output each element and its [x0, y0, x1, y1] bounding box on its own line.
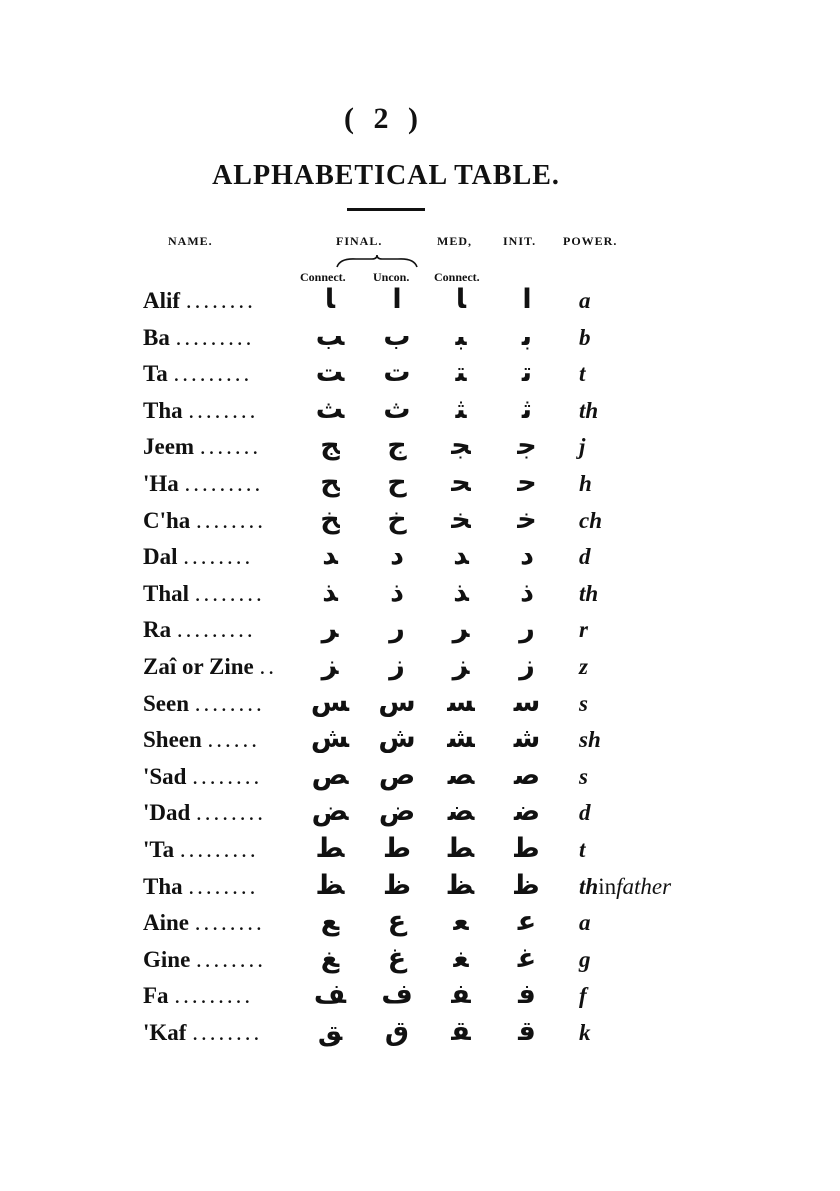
medial-form: ﺒ [455, 320, 467, 352]
power-value: sh [579, 727, 601, 753]
leader-dots: ......... [175, 324, 255, 350]
medial-form: ﺘ [455, 357, 467, 389]
letter-name [143, 469, 305, 499]
letter-power [579, 652, 588, 682]
final-connected-form: ﺾ [311, 796, 349, 828]
power-value: b [579, 324, 591, 350]
letter-name-text: Tha [143, 873, 183, 899]
letter-name-text: 'Kaf [143, 1020, 187, 1045]
leader-dots: ........ [183, 544, 254, 570]
letter-name-text: Gine [143, 946, 191, 972]
letter-name-text: 'Ha [143, 471, 179, 496]
header-med: MED, [437, 234, 472, 248]
table-row [0, 686, 840, 725]
medial-form: ﺠ [451, 430, 471, 462]
final-unconnected-form: ر [389, 613, 405, 645]
header-name: NAME. [168, 234, 213, 248]
power-value: th [579, 580, 599, 606]
letter-name [143, 615, 305, 645]
initial-form: ﻓ [518, 979, 536, 1011]
medial-form: ﺨ [451, 503, 471, 535]
leader-dots: ........ [196, 946, 267, 972]
letter-name-text: Jeem [143, 434, 195, 460]
power-example-word: father [616, 873, 672, 899]
letter-name-text: C'ha [143, 507, 191, 533]
power-value: g [579, 946, 591, 972]
medial-form: ﻄ [447, 833, 475, 864]
final-unconnected-form: خ [387, 503, 407, 535]
initial-form: ﺑ [521, 320, 533, 352]
table-row [0, 469, 840, 505]
final-connected-form: ﻂ [315, 833, 345, 864]
letter-name-text: Fa [143, 983, 169, 1009]
initial-form: ﻏ [517, 942, 537, 974]
letter-power [579, 981, 587, 1011]
final-unconnected-form: ظ [382, 869, 412, 901]
final-connected-form: ﻆ [315, 869, 345, 901]
subheader-final-connect: Connect. [300, 270, 346, 284]
final-unconnected-form: ج [387, 430, 407, 462]
letter-power [579, 1018, 591, 1048]
title-rule [347, 208, 425, 211]
letter-name-text: Tha [143, 397, 183, 423]
letter-name [143, 835, 305, 865]
leader-dots: ........ [196, 800, 267, 826]
power-value: th [579, 873, 599, 899]
letter-name [143, 432, 305, 462]
final-unconnected-form: ز [389, 650, 405, 681]
final-connected-form: ﺪ [322, 540, 338, 572]
letter-power [579, 579, 598, 609]
leader-dots: ........ [192, 1020, 263, 1045]
initial-form: ﺳ [513, 686, 541, 718]
table-row [0, 725, 840, 761]
power-value: a [579, 288, 591, 313]
final-brace [336, 254, 418, 268]
power-value: r [579, 617, 588, 643]
letter-power [579, 469, 592, 499]
final-connected-form: ﺐ [315, 320, 345, 352]
letter-name-text: Ra [143, 617, 172, 643]
leader-dots: ........ [188, 397, 259, 423]
final-unconnected-form: ب [383, 320, 411, 352]
final-connected-form: ﺞ [320, 430, 340, 462]
power-value: t [579, 837, 586, 862]
letter-power [579, 323, 591, 353]
letter-name [143, 725, 305, 755]
final-unconnected-form: ع [387, 906, 407, 938]
initial-form: ﻇ [514, 869, 540, 901]
power-value: h [579, 471, 592, 496]
letter-power [579, 798, 591, 828]
final-unconnected-form: ح [387, 467, 407, 498]
leader-dots: ...... [207, 727, 261, 753]
letter-power [579, 945, 591, 975]
letter-name [143, 762, 305, 792]
letter-name-text: Ta [143, 361, 168, 387]
initial-form: ﺿ [513, 796, 541, 828]
table-row [0, 1018, 840, 1054]
letter-name [143, 579, 305, 609]
letter-name [143, 872, 305, 902]
header-final: FINAL. [336, 234, 383, 248]
letter-power [579, 396, 598, 426]
final-unconnected-form: ث [383, 393, 411, 425]
leader-dots: ........ [185, 288, 256, 313]
letter-name-text: 'Sad [143, 763, 187, 789]
power-value: j [579, 434, 586, 460]
letter-power [579, 762, 588, 792]
table-row [0, 393, 840, 432]
letter-name-text: Ba [143, 324, 170, 350]
medial-form: ﻘ [451, 1016, 471, 1047]
final-unconnected-form: ط [382, 833, 412, 864]
final-connected-form: ﺢ [320, 467, 340, 498]
leader-dots: ......... [176, 617, 256, 643]
final-unconnected-form: ش [378, 723, 416, 755]
final-unconnected-form: ذ [390, 576, 404, 608]
medial-form: ﺜ [455, 393, 467, 425]
initial-form: ﻋ [517, 906, 537, 938]
final-connected-form: ﻒ [313, 979, 347, 1011]
letter-name [143, 286, 305, 316]
final-connected-form: ﻊ [320, 906, 340, 938]
final-unconnected-form: غ [387, 942, 407, 974]
letter-name [143, 359, 305, 389]
power-value: f [579, 983, 587, 1009]
leader-dots: ......... [179, 837, 259, 862]
leader-dots: ........ [196, 507, 267, 533]
letter-name [143, 542, 305, 572]
letter-name [143, 798, 305, 828]
final-connected-form: ﺚ [315, 393, 345, 425]
initial-form: ﺟ [517, 430, 537, 462]
letter-name-text: 'Dad [143, 800, 191, 826]
table-row [0, 542, 840, 578]
table-row [0, 869, 840, 908]
letter-name [143, 652, 305, 682]
letter-name [143, 1018, 305, 1048]
final-connected-form: ﺎ [324, 284, 336, 315]
page-title: ALPHABETICAL TABLE. [212, 160, 560, 191]
page-number: ( 2 ) [344, 102, 424, 135]
power-value: th [579, 397, 599, 423]
final-connected-form: ﺬ [322, 576, 338, 608]
final-connected-form: ﺮ [321, 613, 339, 645]
table-row [0, 576, 840, 615]
leader-dots: ......... [174, 983, 254, 1009]
initial-form: ا [522, 284, 532, 315]
header-power: POWER. [563, 234, 618, 248]
letter-name-text: Dal [143, 544, 178, 570]
medial-form: ﺮ [452, 613, 470, 645]
letter-name-text: Alif [143, 288, 181, 313]
subheader-final-uncon: Uncon. [373, 270, 410, 284]
leader-dots: ......... [184, 471, 264, 496]
final-connected-form: ﺲ [310, 686, 350, 718]
initial-form: ﺣ [517, 467, 537, 498]
initial-form: ﺷ [513, 723, 541, 755]
letter-name [143, 908, 305, 938]
final-connected-form: ﻎ [320, 942, 340, 974]
table-row [0, 942, 840, 981]
table-row [0, 503, 840, 542]
initial-form: ﻃ [514, 833, 540, 864]
letter-power [579, 359, 585, 389]
leader-dots: ........ [194, 580, 265, 606]
letter-power [579, 908, 591, 938]
leader-dots: ....... [199, 434, 262, 460]
letter-name [143, 506, 305, 536]
letter-name [143, 981, 305, 1011]
leader-dots: ........ [192, 763, 263, 789]
final-unconnected-form: س [378, 686, 416, 718]
table-row [0, 615, 840, 651]
medial-form: ﻀ [447, 796, 475, 828]
leader-dots: ........ [194, 910, 265, 936]
initial-form: ذ [520, 576, 534, 608]
final-connected-form: ﺰ [321, 650, 339, 681]
table-row [0, 286, 840, 322]
letter-power [579, 615, 588, 645]
initial-form: د [520, 540, 534, 572]
leader-dots: ......... [173, 361, 253, 387]
letter-name [143, 945, 305, 975]
initial-form: ﺻ [513, 759, 541, 791]
letter-power [579, 725, 601, 755]
power-value: s [579, 690, 588, 716]
medial-form: ﻈ [447, 869, 475, 901]
letter-power [579, 835, 585, 865]
medial-form: ﺪ [453, 540, 469, 572]
table-row [0, 981, 840, 1017]
initial-form: ر [519, 613, 535, 645]
table-row [0, 908, 840, 944]
letter-name-text: Seen [143, 690, 189, 716]
letter-name-text: Aine [143, 910, 189, 936]
power-value: d [579, 800, 591, 826]
table-row [0, 652, 840, 688]
table-row [0, 359, 840, 395]
initial-form: ز [519, 650, 535, 681]
medial-form: ﺎ [455, 284, 467, 315]
medial-form: ﺤ [451, 467, 471, 498]
power-value: s [579, 763, 588, 789]
leader-dots: ........ [194, 690, 265, 716]
power-value: ch [579, 507, 602, 533]
initial-form: ﺗ [521, 357, 533, 389]
medial-form: ﺸ [447, 723, 475, 755]
final-unconnected-form: ت [383, 357, 411, 389]
table-row [0, 759, 840, 798]
final-connected-form: ﺖ [315, 357, 345, 389]
medial-form: ﻐ [453, 942, 469, 974]
letter-name-text: Zaî or Zine [143, 654, 254, 679]
letter-power [579, 542, 591, 572]
letter-name [143, 323, 305, 353]
final-unconnected-form: ف [381, 979, 413, 1011]
medial-form: ﺴ [447, 686, 475, 718]
medial-form: ﺬ [453, 576, 469, 608]
letter-name-text: Sheen [143, 727, 202, 753]
power-value: d [579, 544, 591, 570]
table-row [0, 320, 840, 359]
leader-dots: .. [259, 654, 278, 679]
initial-form: ﺛ [521, 393, 533, 425]
initial-form: ﺧ [517, 503, 537, 535]
letter-name-text: Thal [143, 580, 190, 606]
final-connected-form: ﺺ [311, 759, 349, 791]
final-connected-form: ﻖ [317, 1016, 343, 1047]
medial-form: ﻔ [451, 979, 471, 1011]
power-value: t [579, 361, 586, 387]
letter-power [579, 689, 588, 719]
final-connected-form: ﺦ [320, 503, 340, 535]
letter-power [579, 432, 585, 462]
final-unconnected-form: ا [392, 284, 402, 315]
power-value: k [579, 1020, 591, 1045]
letter-power [579, 506, 602, 536]
table-row [0, 835, 840, 871]
final-unconnected-form: ص [378, 759, 416, 791]
medial-form: ﻌ [453, 906, 469, 938]
power-suffix: in [598, 873, 617, 899]
subheader-med-connect: Connect. [434, 270, 480, 284]
letter-name [143, 689, 305, 719]
letter-name [143, 396, 305, 426]
power-value: a [579, 910, 591, 936]
initial-form: ﻗ [518, 1016, 536, 1047]
final-unconnected-form: ق [384, 1016, 410, 1047]
final-connected-form: ﺶ [310, 723, 350, 755]
final-unconnected-form: ض [378, 796, 416, 828]
header-init: INIT. [503, 234, 537, 248]
table-row [0, 432, 840, 468]
letter-power [579, 872, 671, 902]
power-value: z [579, 654, 588, 679]
medial-form: ﺰ [452, 650, 470, 681]
medial-form: ﺼ [447, 759, 475, 791]
table-row [0, 798, 840, 834]
letter-name-text: 'Ta [143, 837, 175, 862]
letter-power [579, 286, 591, 316]
final-unconnected-form: د [390, 540, 404, 572]
leader-dots: ........ [188, 873, 259, 899]
